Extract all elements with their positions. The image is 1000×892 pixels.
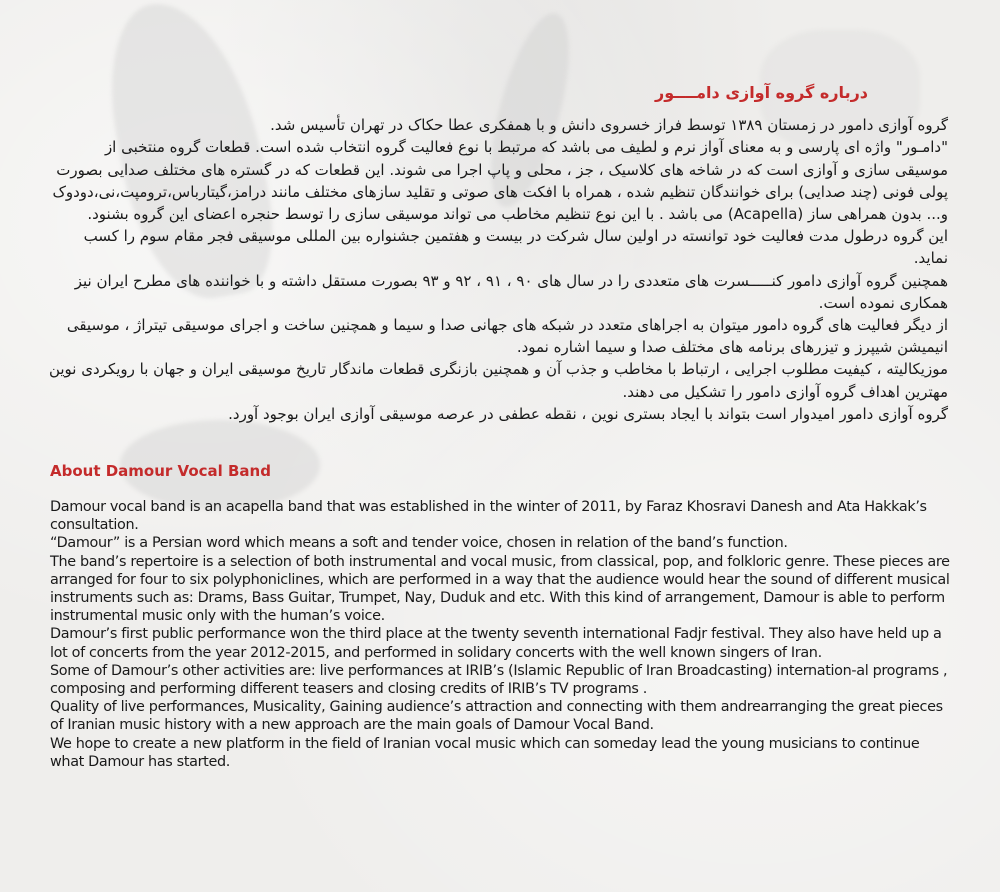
english-paragraph: Quality of live performances, Musicality, Gaining audience’s attraction and connecting with them andrearranging the great pieces of Iranian music history with a new approach are the main goals of Damour Vocal Band. — [50, 699, 943, 734]
persian-paragraph: گروه آوازی دامور در زمستان ۱۳۸۹ توسط فراز خسروی دانش و با همفکری عطا حکاک در تهران تأسیس شد. — [270, 116, 948, 135]
persian-paragraph: این گروه درطول مدت فعالیت خود توانسته در اولین سال شرکت در بیست و هفتمین جشنواره بین المللی موسیقی فجر مقام سوم را کسب نماید. — [83, 227, 948, 268]
persian-paragraph: از دیگر فعالیت های گروه دامور میتوان به اجراهای متعدد در شبکه های جهانی صدا و سیما و همچنین ساخت و اجرای موسیقی تیتراژ ، موسیقی انیمیشن شیپرز و تیزرهای برنامه های مختلف صدا و سیما اشاره نمود. — [66, 316, 948, 357]
english-paragraph: The band’s repertoire is a selection of both instrumental and vocal music, from classical, pop, and folkloric genre. These pieces are arranged for four to six polyphoniclines, which are performed in a way that the audience would hear the sound of different musical instruments such as: Drams, Bass Guitar, Trumpet, Nay, Duduk and etc. With this kind of arrangement, Damour is able to perform instrumental music only with the human’s voice. — [50, 553, 950, 625]
english-paragraph: Some of Damour’s other activities are: live performances at IRIB’s (Islamic Republic of Iran Broadcasting) internation-al programs , composing and performing different teasers and closing credits of IRIB’s TV programs . — [50, 662, 948, 698]
english-paragraph: “Damour” is a Persian word which means a soft and tender voice, chosen in relation of the band’s function. — [50, 535, 788, 552]
english-paragraph: Damour vocal band is an acapella band that was established in the winter of 2011, by Faraz Khosravi Danesh and Ata Hakkak’s consultation. — [50, 499, 927, 534]
persian-section — [48, 82, 948, 425]
persian-paragraph: موزیکالیته ، کیفیت مطلوب اجرایی ، ارتباط با مخاطب و جذب آن و همچنین بازنگری قطعات ماندگار تاریخ موسیقی ایران و جهان با رویکردی نوین مهترین اهداف گروه آوازی دامور را تشکیل می دهند. — [48, 360, 948, 401]
english-body — [50, 498, 950, 771]
persian-title: درباره گروه آوازی دامــــور — [655, 83, 868, 102]
persian-paragraph: همچنین گروه آوازی دامور کنـــــسرت های متعددی را در سال های ۹۰ ، ۹۱ ، ۹۲ و ۹۳ بصورت مستقل داشته و با خواننده های مطرح ایران نیز همکاری نموده است. — [74, 271, 948, 312]
persian-paragraph: "دامـور" واژه ای پارسی و به معنای آواز نرم و لطیف می باشد که مرتبط با نوع فعالیت گروه انتخاب شده است. قطعات گروه منتخبی از موسیقی سازی و آوازی است که در شاخه های کلاسیک ، جز ، محلی و پاپ اجرا می شوند. این قطعات که در گستره های مختلف صدایی بصورت پولی فونی (چند صدایی) برای خوانندگان تنظیم شده ، همراه با افکت های صوتی و تقلید سازهای مختلف مانند درامز،گیتارباس،ترومپت،نی،دودوک و... بدون همراهی ساز (Acapella) می باشد . با این نوع تنظیم مخاطب می تواند موسیقی سازی را توسط حنجره اعضای این گروه بشنود. — [52, 138, 948, 224]
english-section — [50, 462, 950, 771]
english-paragraph: We hope to create a new platform in the field of Iranian vocal music which can someday lead the young musicians to continue what Damour has started. — [50, 735, 920, 770]
persian-paragraph: گروه آوازی دامور امیدوار است بتواند با ایجاد بستری نوین ، نقطه عطفی در عرصه موسیقی آوازی ایران بوجود آورد. — [228, 404, 948, 423]
english-paragraph: Damour’s first public performance won the third place at the twenty seventh international Fadjr festival. They also have held up a lot of concerts from the year 2012-2015, and performed in solidary concerts with the well known singers of Iran. — [50, 626, 942, 661]
english-title: About Damour Vocal Band — [50, 462, 271, 480]
